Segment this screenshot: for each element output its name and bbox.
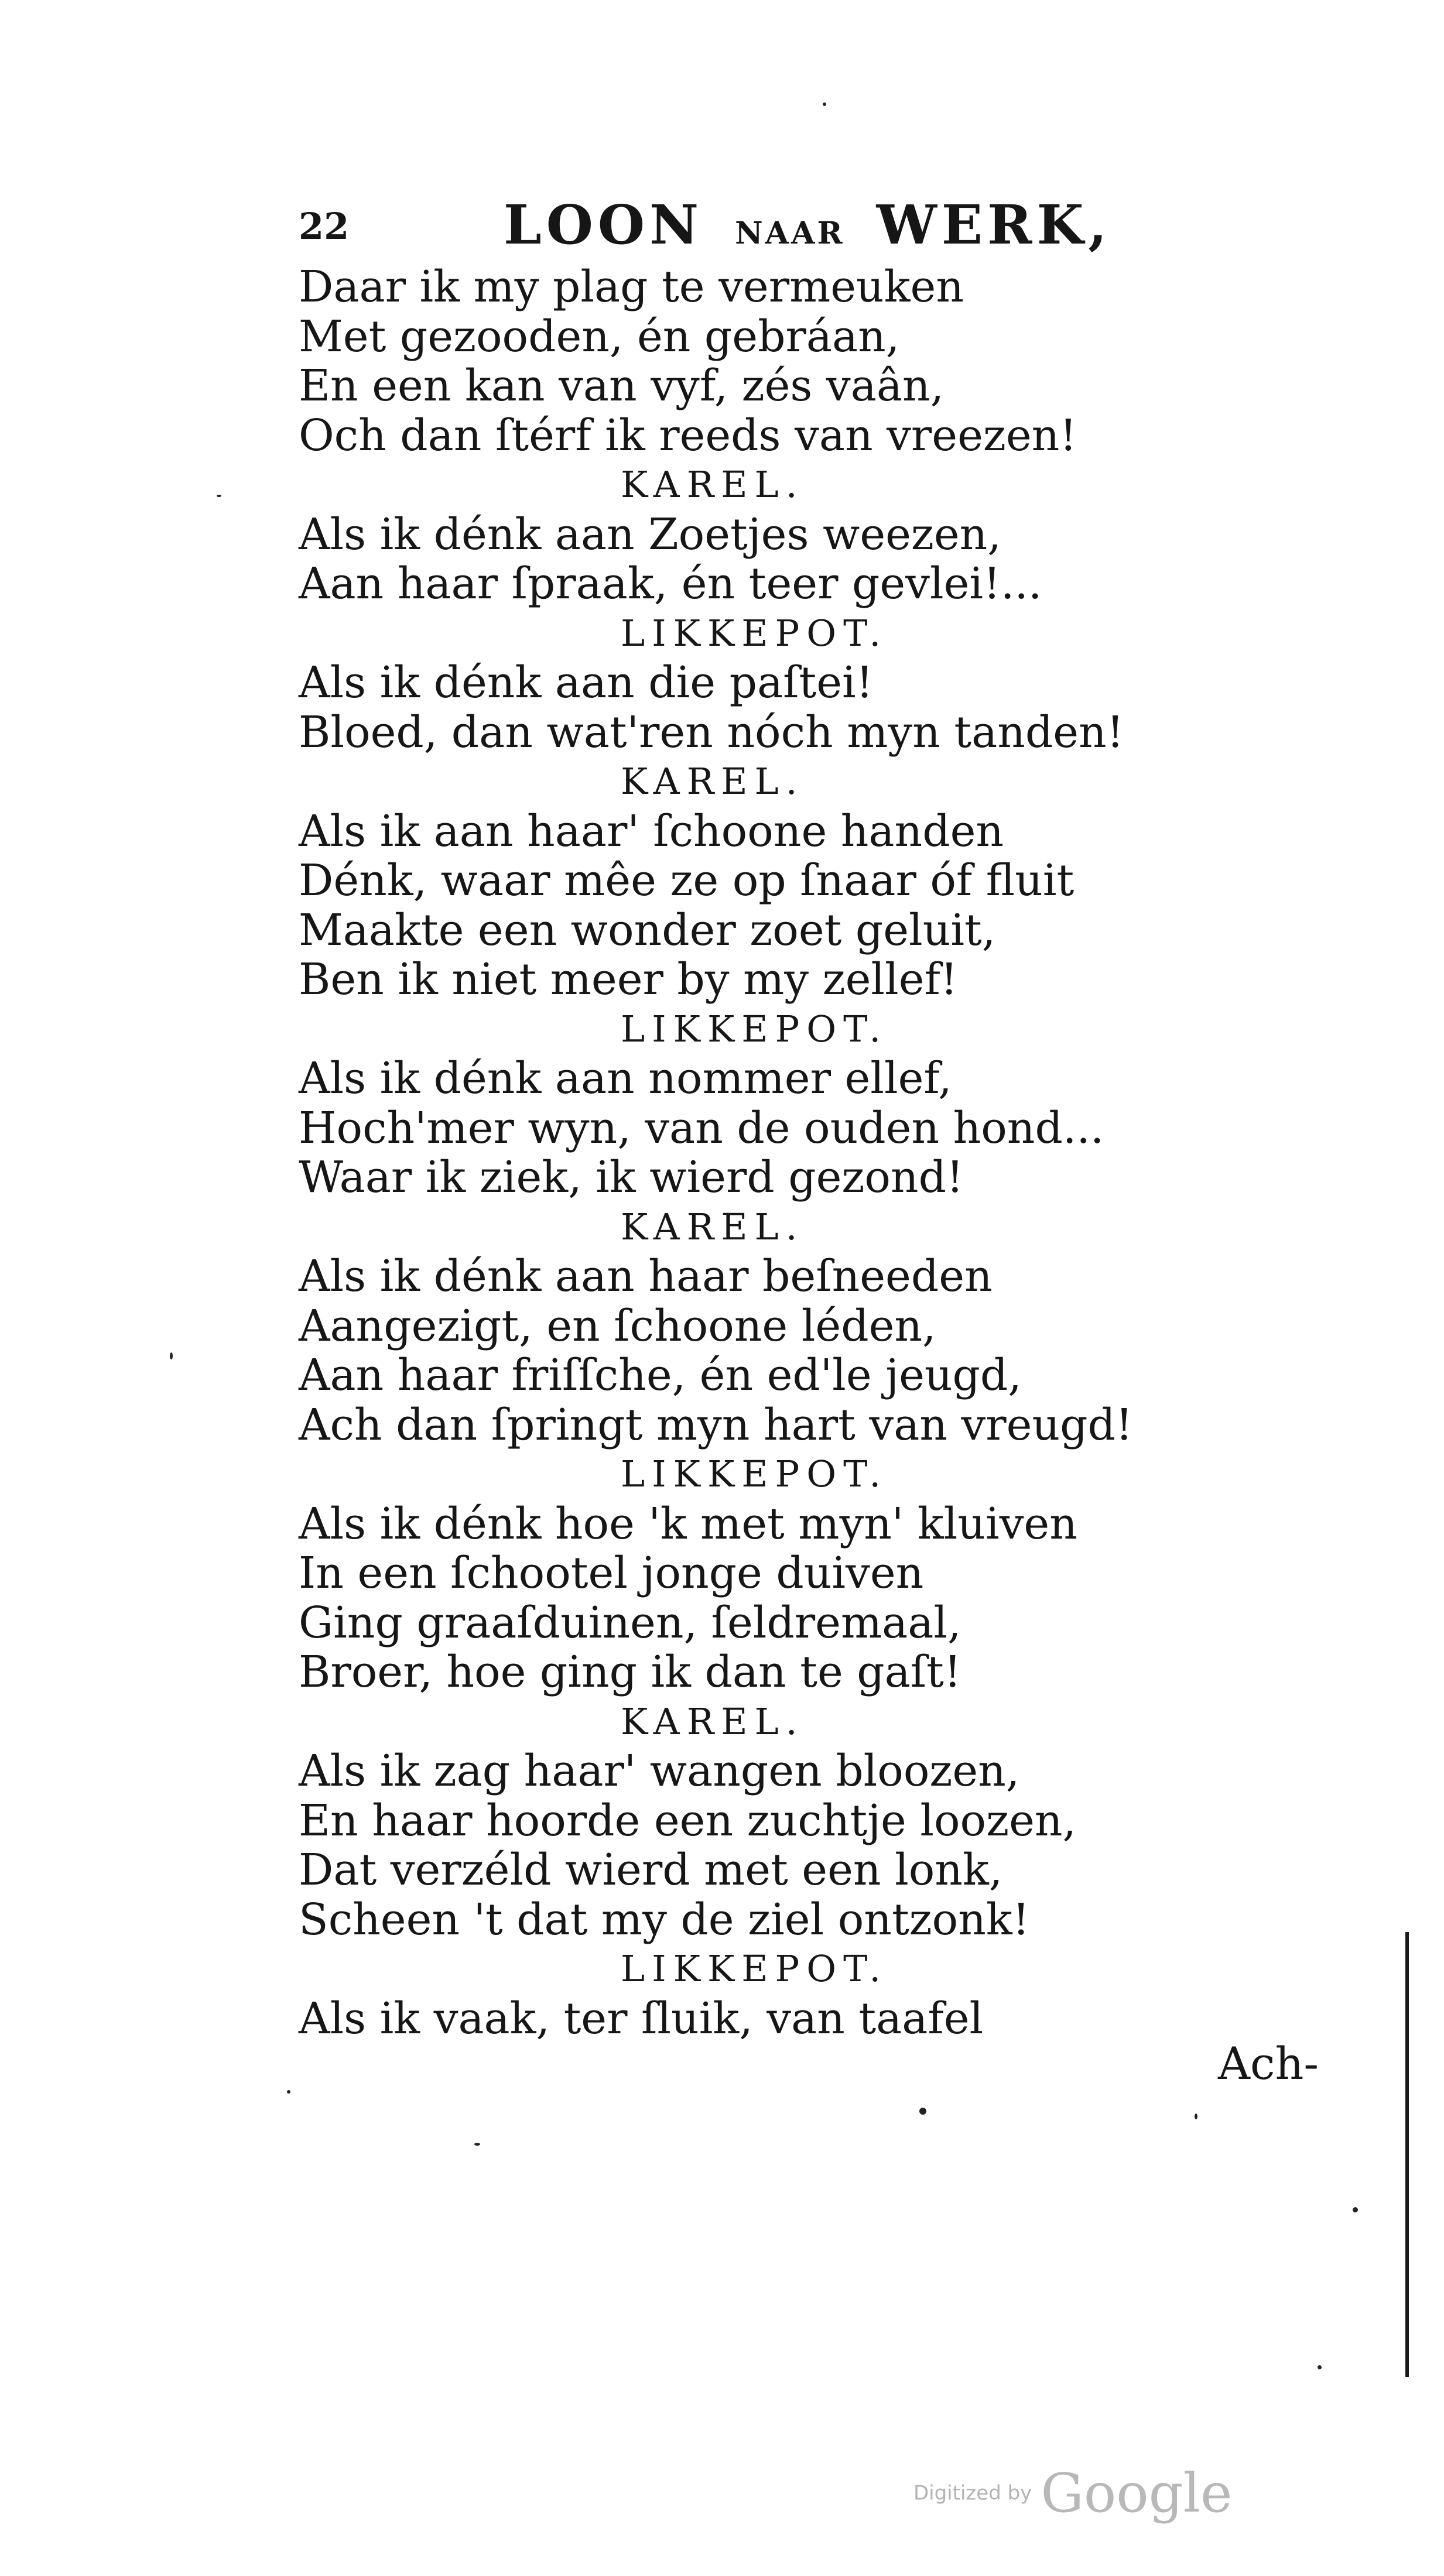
ink-speck bbox=[474, 2143, 480, 2146]
digitized-by-google-watermark bbox=[913, 2462, 1233, 2526]
verse-line: Aan haar friſſche, én ed'le jeugd, bbox=[299, 1350, 1022, 1400]
ink-speck bbox=[919, 2108, 926, 2115]
verse-line: Als ik dénk aan die paſtei! bbox=[299, 657, 874, 708]
running-title-part-1: LOON bbox=[504, 193, 704, 256]
speaker-name: LIKKEPOT. bbox=[621, 611, 888, 655]
verse-line: Dénk, waar mêe ze op ſnaar óf fluit bbox=[299, 855, 1075, 906]
verse-line: Aan haar ſpraak, én teer gevlei!... bbox=[299, 559, 1042, 609]
poem-text bbox=[293, 262, 1171, 2043]
verse-line: Als ik dénk aan haar beſneeden bbox=[299, 1251, 993, 1301]
verse-line: Als ik zag haar' wangen bloozen, bbox=[299, 1746, 1020, 1796]
speaker-name: LIKKEPOT. bbox=[621, 1453, 888, 1495]
speaker-name: LIKKEPOT. bbox=[621, 1947, 888, 1990]
google-label: Google bbox=[1041, 2462, 1233, 2524]
verse-line: Aangezigt, en ſchoone léden, bbox=[299, 1300, 936, 1351]
verse-line: En haar hoorde een zuchtje loozen, bbox=[299, 1795, 1077, 1846]
verse-line: En een kan van vyf, zés vaân, bbox=[299, 361, 945, 411]
speaker-name: KAREL. bbox=[621, 1205, 805, 1248]
running-header bbox=[293, 193, 1113, 263]
digitized-label: Digitized by bbox=[913, 2481, 1032, 2505]
verse-line: Als ik dénk aan nommer ellef, bbox=[299, 1053, 952, 1104]
ink-speck bbox=[217, 495, 221, 497]
verse-line: Scheen 't dat my de ziel ontzonk! bbox=[299, 1894, 1030, 1945]
running-title bbox=[504, 193, 1111, 256]
verse-line: Broer, hoe ging ik dan te gaſt! bbox=[299, 1647, 961, 1697]
verse-line: In een ſchootel jonge duiven bbox=[299, 1548, 924, 1598]
verse-line: Ging graaſduinen, ſeldremaal, bbox=[299, 1597, 961, 1648]
verse-line: Och dan ſtérf ik reeds van vreezen! bbox=[299, 410, 1077, 461]
verse-line: Bloed, dan wat'ren nóch myn tanden! bbox=[299, 707, 1124, 758]
ink-speck bbox=[1353, 2207, 1358, 2212]
running-title-part-3: WERK, bbox=[876, 193, 1112, 256]
speaker-name: KAREL. bbox=[621, 760, 805, 803]
verse-line: Daar ik my plag te vermeuken bbox=[299, 262, 964, 312]
verse-line: Dat verzéld wierd met een lonk, bbox=[299, 1845, 1003, 1895]
page-number: 22 bbox=[299, 205, 350, 248]
speaker-name: LIKKEPOT. bbox=[621, 1007, 888, 1050]
ink-speck bbox=[287, 2090, 290, 2094]
page-edge-line bbox=[1405, 1932, 1409, 2377]
catchword: Ach- bbox=[1218, 2037, 1319, 2089]
verse-line: Als ik aan haar' ſchoone handen bbox=[299, 806, 1004, 857]
speaker-name: KAREL. bbox=[621, 1700, 805, 1743]
ink-speck bbox=[823, 102, 826, 106]
verse-line: Als ik vaak, ter ſluik, van taafel bbox=[299, 1993, 984, 2044]
running-title-part-2: NAAR bbox=[735, 215, 845, 251]
ink-speck bbox=[170, 1352, 173, 1359]
verse-line: Waar ik ziek, ik wierd gezond! bbox=[299, 1152, 964, 1203]
ink-speck bbox=[1195, 2113, 1197, 2119]
verse-line: Ben ik niet meer by my zellef! bbox=[299, 954, 958, 1005]
verse-line: Ach dan ſpringt myn hart van vreugd! bbox=[299, 1399, 1133, 1450]
verse-line: Als ik dénk hoe 'k met myn' kluiven bbox=[299, 1498, 1077, 1549]
verse-line: Hoch'mer wyn, van de ouden hond... bbox=[299, 1102, 1104, 1153]
verse-line: Maakte een wonder zoet geluit, bbox=[299, 905, 996, 955]
speaker-name: KAREL. bbox=[621, 463, 805, 506]
verse-line: Met gezooden, én gebráan, bbox=[299, 311, 900, 362]
verse-line: Als ik dénk aan Zoetjes weezen, bbox=[299, 509, 1001, 560]
ink-speck bbox=[1318, 2365, 1322, 2369]
